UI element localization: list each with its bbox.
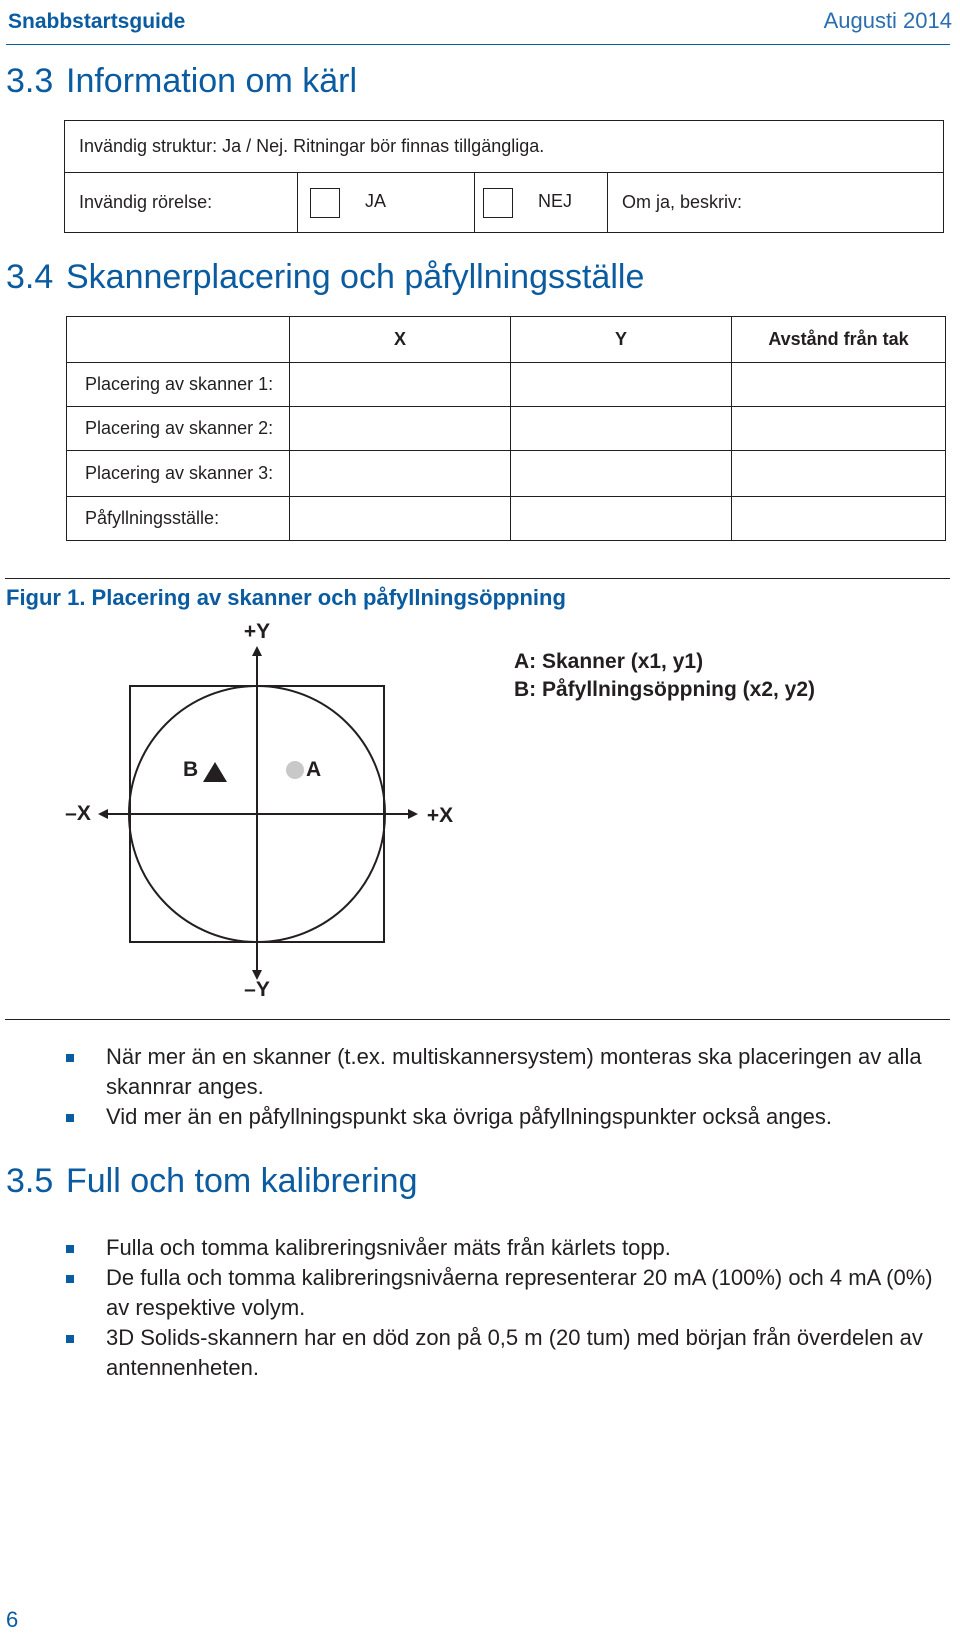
scanner-marker-icon [286, 761, 304, 779]
cell-input[interactable] [290, 497, 511, 541]
yes-cell[interactable] [298, 173, 475, 233]
scanner-placement-table [66, 316, 946, 541]
label-plus-y: +Y [243, 620, 271, 643]
section-title: Information om kärl [66, 62, 357, 100]
list-item [60, 1263, 940, 1323]
cell-input[interactable] [290, 363, 511, 407]
describe-label: Om ja, beskriv: [622, 192, 743, 212]
row-label-fill-point: Påfyllningsställe: [67, 497, 290, 541]
cell-input[interactable] [511, 497, 732, 541]
cell-input[interactable] [511, 407, 732, 451]
list-item [60, 1102, 940, 1132]
column-header-distance: Avstånd från tak [732, 317, 946, 363]
list-item-text: Fulla och tomma kalibreringsnivåer mäts från kärlets topp. [106, 1235, 671, 1260]
page-number: 6 [6, 1607, 19, 1632]
label-point-a: A [306, 758, 322, 781]
column-header-y: Y [511, 317, 732, 363]
no-checkbox[interactable] [483, 188, 513, 218]
row-label-scanner-3: Placering av skanner 3: [67, 451, 290, 497]
cell-input[interactable] [290, 451, 511, 497]
column-header-x: X [290, 317, 511, 363]
vessel-info-table [64, 120, 944, 233]
label-plus-x: +X [426, 804, 454, 827]
header-date: Augusti 2014 [823, 8, 952, 33]
yes-checkbox[interactable] [310, 188, 340, 218]
list-item-text: Vid mer än en påfyllningspunkt ska övriga påfyllningspunkter också anges. [106, 1104, 833, 1129]
internal-structure-cell [65, 121, 944, 173]
bullet-icon [66, 1114, 74, 1122]
section-number: 3.5 [6, 1162, 54, 1200]
placement-notes-list [60, 1042, 940, 1132]
cell-input[interactable] [511, 363, 732, 407]
list-item [60, 1323, 940, 1383]
list-item-text: De fulla och tomma kalibreringsnivåerna representerar 20 mA (100%) och 4 mA (0%) av respektive volym. [106, 1265, 933, 1320]
section-title: Skannerplacering och påfyllningsställe [66, 258, 645, 296]
section-number: 3.3 [6, 62, 54, 100]
list-item [60, 1042, 940, 1102]
cell-input[interactable] [511, 451, 732, 497]
list-item [60, 1233, 940, 1263]
internal-structure-text: Invändig struktur: Ja / Nej. Ritningar bör finnas tillgängliga. [79, 136, 545, 156]
list-item-text: När mer än en skanner (t.ex. multiskannersystem) monteras ska placeringen av alla skannrar anges. [106, 1044, 922, 1099]
section-number: 3.4 [6, 258, 54, 296]
internal-motion-label: Invändig rörelse: [79, 192, 213, 212]
placement-diagram [0, 600, 960, 1020]
label-minus-x: –X [65, 802, 91, 825]
section-3-3-heading [6, 62, 357, 101]
internal-motion-label-cell [65, 173, 298, 233]
header-empty-cell [67, 317, 290, 363]
bullet-icon [66, 1245, 74, 1253]
bullet-icon [66, 1054, 74, 1062]
cell-input[interactable] [290, 407, 511, 451]
cell-input[interactable] [732, 407, 946, 451]
describe-cell[interactable] [608, 173, 944, 233]
no-label: NEJ [538, 191, 573, 212]
fill-opening-marker-icon [203, 762, 227, 782]
figure-title: Figur 1. Placering av skanner och påfyllningsöppning [6, 585, 566, 610]
section-title: Full och tom kalibrering [66, 1162, 418, 1200]
legend-fill-opening: B: Påfyllningsöppning (x2, y2) [514, 678, 816, 701]
label-point-b: B [183, 758, 199, 781]
row-label-scanner-2: Placering av skanner 2: [67, 407, 290, 451]
section-3-4-heading [6, 258, 644, 297]
figure-top-rule [5, 578, 950, 579]
calibration-notes-list [60, 1233, 940, 1383]
legend-scanner: A: Skanner (x1, y1) [514, 650, 704, 673]
no-cell[interactable] [475, 173, 608, 233]
cell-input[interactable] [732, 363, 946, 407]
list-item-text: 3D Solids-skannern har en död zon på 0,5 m (20 tum) med början från överdelen av antennenheten. [106, 1325, 923, 1380]
bullet-icon [66, 1335, 74, 1343]
figure-bottom-rule [5, 1019, 950, 1020]
header-title: Snabbstartsguide [8, 10, 186, 33]
cell-input[interactable] [732, 497, 946, 541]
header-divider [6, 44, 950, 45]
label-minus-y: –Y [244, 978, 270, 1001]
row-label-scanner-1: Placering av skanner 1: [67, 363, 290, 407]
yes-label: JA [365, 191, 387, 212]
cell-input[interactable] [732, 451, 946, 497]
section-3-5-heading [6, 1162, 417, 1201]
bullet-icon [66, 1275, 74, 1283]
